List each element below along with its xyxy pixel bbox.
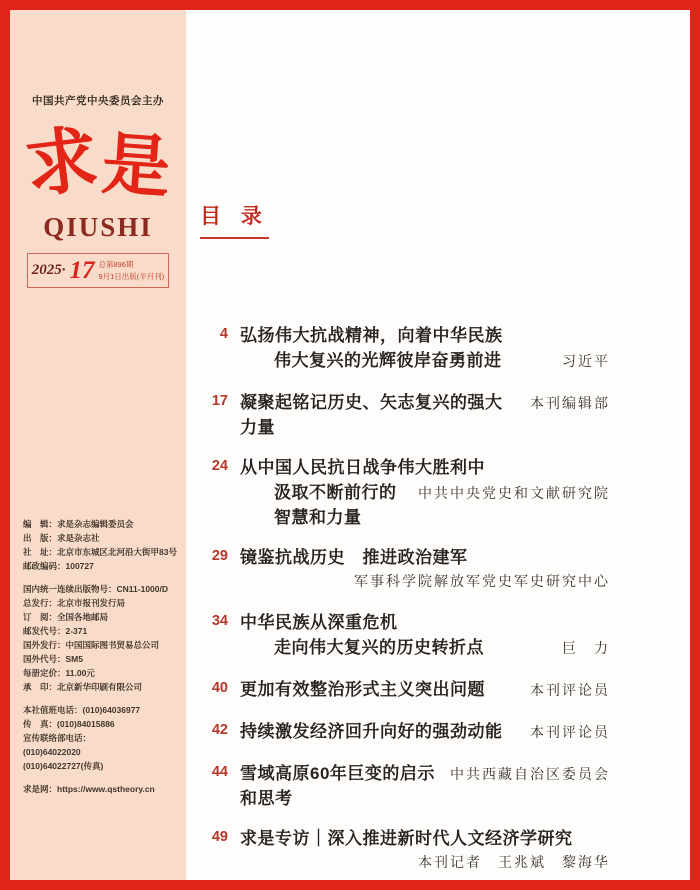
- publisher-info-line: (010)64022020: [23, 747, 81, 757]
- publisher-info-line: 承 印：北京新华印刷有限公司: [23, 682, 143, 692]
- toc-line: [240, 455, 610, 480]
- publisher-info-line: 出 版：求是杂志社: [23, 533, 100, 543]
- toc-line: [240, 348, 610, 375]
- toc-title: 汲取不断前行的智慧和力量: [274, 483, 397, 527]
- publisher-info-line: 社 址：北京市东城区北河沿大街甲83号: [23, 547, 177, 557]
- toc-entry: [200, 455, 610, 530]
- toc-page-number: 4: [219, 326, 228, 342]
- toc-author-name: 本刊编辑部: [530, 397, 610, 412]
- publisher-info-line: 总发行：北京市报刊发行局: [23, 598, 126, 608]
- masthead-sidebar: [10, 10, 186, 880]
- toc-line: [240, 480, 610, 530]
- toc-line: [240, 719, 610, 746]
- toc-title: 镜鉴抗战历史 推进政治建军: [240, 548, 468, 567]
- toc-title: 求是专访｜深入推进新时代人文经济学研究: [240, 829, 573, 848]
- table-of-contents-page: [186, 10, 690, 880]
- toc-line: [240, 677, 610, 704]
- toc-list: [200, 323, 610, 876]
- organizer-line: 中国共产党中央委员会主办: [32, 95, 164, 107]
- toc-entry: [200, 610, 610, 662]
- toc-heading: 目 录: [200, 200, 269, 239]
- toc-entry-body: [240, 545, 610, 595]
- logo-char-shi: 是: [99, 123, 173, 209]
- toc-author-name: 军事科学院解放军党史军史研究中心: [354, 575, 610, 590]
- romanized-title: QIUSHI: [43, 212, 153, 242]
- publisher-info-line: 求是网：https://www.qstheory.cn: [23, 784, 155, 794]
- toc-heading-wrap: [186, 10, 690, 239]
- toc-line: [240, 545, 610, 570]
- qiushi-calligraphy-logo: [10, 116, 186, 212]
- toc-title: 更加有效整治形式主义突出问题: [240, 680, 485, 699]
- toc-entry-body: [240, 390, 610, 440]
- toc-author-name: 习近平: [562, 355, 610, 370]
- toc-author-name: 巨 力: [562, 642, 610, 657]
- toc-entry: [200, 545, 610, 595]
- toc-title: 持续激发经济回升向好的强劲动能: [240, 722, 503, 741]
- publisher-info-line: 邮发代号：2-371: [23, 626, 88, 636]
- toc-entry: [200, 677, 610, 704]
- toc-author-name: 中共西藏自治区委员会: [450, 768, 610, 783]
- toc-author-name: 本刊评论员: [530, 726, 610, 741]
- toc-author-line: [240, 570, 610, 595]
- toc-title: 走向伟大复兴的历史转折点: [274, 638, 484, 657]
- toc-page-number: 42: [211, 722, 228, 738]
- publisher-info-line: 国内统一连续出版物号：CN11-1000/D: [23, 584, 169, 594]
- toc-entry-body: [240, 761, 610, 811]
- publisher-info-group: [23, 517, 186, 573]
- publisher-info-line: 编 辑：求是杂志编辑委员会: [23, 519, 134, 529]
- toc-entry-body: [240, 826, 610, 876]
- toc-page-number: 24: [211, 458, 228, 474]
- toc-line: [240, 323, 610, 348]
- issue-total-note: 总第896期: [98, 259, 134, 269]
- publisher-info-group: [23, 582, 186, 694]
- toc-line: [240, 610, 610, 635]
- toc-author-name: 本刊记者 王兆斌 黎海华: [418, 856, 610, 871]
- toc-entry-body: [240, 719, 610, 746]
- publisher-info-line: 宣传联络部电话：: [23, 733, 92, 743]
- toc-title: 雪域高原60年巨变的启示和思考: [240, 764, 435, 808]
- logo-char-qiu: 求: [20, 114, 103, 209]
- toc-title: 凝聚起铭记历史、矢志复兴的强大力量: [240, 393, 503, 437]
- toc-entry-body: [240, 455, 610, 530]
- toc-title: 从中国人民抗日战争伟大胜利中: [240, 458, 485, 477]
- toc-line: [240, 826, 610, 851]
- issue-notes: [98, 259, 164, 282]
- publisher-info-line: 国外发行：中国国际图书贸易总公司: [23, 640, 160, 650]
- toc-entry-body: [240, 677, 610, 704]
- toc-author-line: [240, 851, 610, 876]
- toc-entry: [200, 826, 610, 876]
- toc-line: [240, 761, 610, 811]
- issue-box: [27, 253, 169, 288]
- issue-publish-note: 9月1日出版(半月刊): [98, 271, 165, 281]
- publisher-info-line: 订 阅：全国各地邮局: [23, 612, 109, 622]
- publisher-info-line: 本社值班电话：(010)64036977: [23, 705, 141, 715]
- toc-entry: [200, 719, 610, 746]
- toc-entry-body: [240, 323, 610, 375]
- issue-year: 2025·: [31, 262, 66, 278]
- toc-line: [240, 635, 610, 662]
- toc-page-number: 17: [211, 393, 228, 409]
- toc-page-number: 34: [211, 613, 228, 629]
- issue-number: 17: [69, 257, 95, 284]
- toc-page-number: 49: [211, 829, 228, 845]
- publisher-info-group: [23, 703, 186, 773]
- toc-entry: [200, 323, 610, 375]
- publisher-info-line: 邮政编码：100727: [23, 561, 94, 571]
- publisher-info-line: 每册定价：11.00元: [23, 668, 95, 678]
- toc-page-number: 40: [211, 680, 228, 696]
- toc-page-number: 29: [211, 548, 228, 564]
- toc-title: 中华民族从深重危机: [240, 613, 398, 632]
- toc-entry: [200, 761, 610, 811]
- toc-author-name: 中共中央党史和文献研究院: [418, 487, 610, 502]
- publisher-info-line: (010)64022727(传真): [23, 761, 104, 771]
- publisher-info: [10, 517, 186, 796]
- publisher-info-line: 国外代号：SM5: [23, 654, 83, 664]
- toc-title: 弘扬伟大抗战精神，向着中华民族: [240, 326, 503, 345]
- publisher-info-line: 传 真：(010)84015886: [23, 719, 115, 729]
- toc-line: [240, 390, 610, 440]
- toc-author-name: 本刊评论员: [530, 684, 610, 699]
- publisher-info-group: [23, 782, 186, 796]
- toc-title: 伟大复兴的光辉彼岸奋勇前进: [274, 351, 502, 370]
- toc-entry: [200, 390, 610, 440]
- toc-entry-body: [240, 610, 610, 662]
- toc-page-number: 44: [211, 764, 228, 780]
